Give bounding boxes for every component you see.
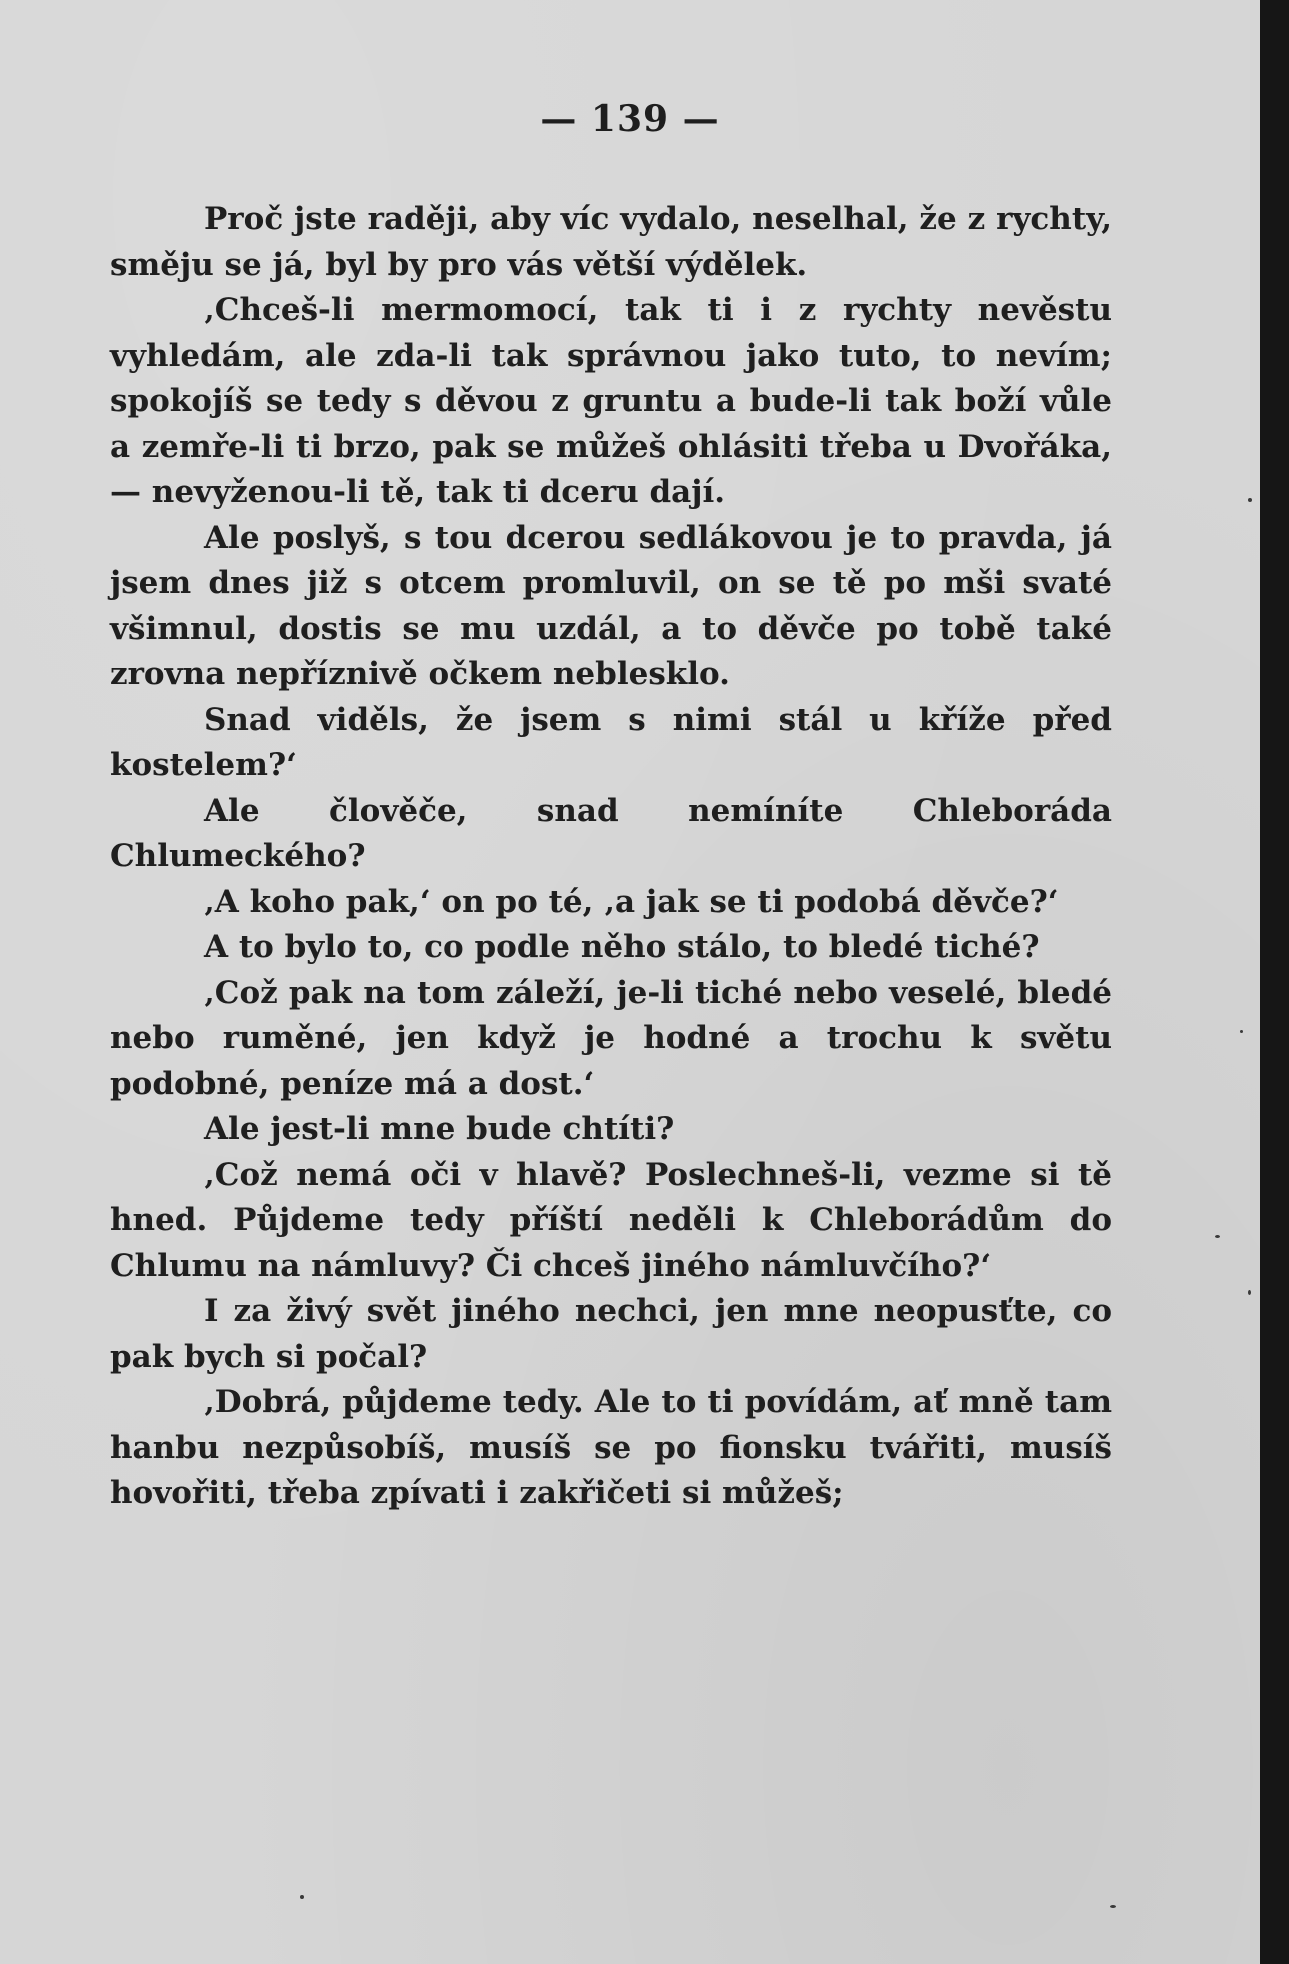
scan-speck: [1248, 1290, 1251, 1295]
paragraph: ‚Chceš-li mermomocí, tak ti i z rychty nevěstu vyhledám, ale zda-li tak správnou jako tuto, to nevím; spokojíš se tedy s děvou z gruntu a bude-li tak boží vůle a zemře-li ti brzo, pak se můžeš ohlásiti třeba u Dvořáka, — nevyženou-li tě, tak ti dceru dají.: [110, 292, 1112, 510]
paragraph: Ale člověče, snad nemíníte Chleboráda Chlumeckého?: [110, 792, 1112, 874]
paragraph: A to bylo to, co podle něho stálo, to bledé tiché?: [204, 929, 1040, 965]
scan-speck: [300, 1895, 304, 1899]
paragraph: Ale poslyš, s tou dcerou sedlákovou je to pravda, já jsem dnes již s otcem promluvil, on se tě po mši svaté všimnul, dostis se mu uzdál, a to děvče po tobě také zrovna nepříznivě očkem neblesklo.: [110, 519, 1112, 692]
paragraph: ‚A koho pak,‘ on po té, ‚a jak se ti podobá děvče?‘: [204, 883, 1059, 920]
scan-speck: [1248, 498, 1252, 502]
paragraph: Snad viděls, že jsem s nimi stál u kříže před kostelem?‘: [110, 701, 1112, 783]
paragraph: ‚Což pak na tom záleží, je-li tiché nebo veselé, bledé nebo ruměné, jen když je hodné a trochu k světu podobné, peníze má a dost.‘: [110, 974, 1112, 1102]
paragraph: ‚Dobrá, půjdeme tedy. Ale to ti povídám, ať mně tam hanbu nezpůsobíš, musíš se po fionsku tvářiti, musíš hovořiti, třeba zpívati i zakřičeti si můžeš;: [110, 1384, 1112, 1511]
paragraph: Proč jste raději, aby víc vydalo, neselhal, že z rychty, směju se já, byl by pro vás větší výdělek.: [110, 201, 1112, 283]
paragraph: Ale jest-li mne bude chtíti?: [204, 1111, 675, 1147]
page-number: — 139 —: [540, 98, 720, 140]
body-text: [110, 197, 1112, 1517]
scan-speck: [1240, 1030, 1243, 1033]
scan-speck: [1110, 1905, 1116, 1908]
paragraph: ‚Což nemá oči v hlavě? Poslechneš-li, vezme si tě hned. Půjdeme tedy příští neděli k Chleborádům do Chlumu na námluvy? Či chceš jiného námluvčího?‘: [110, 1156, 1112, 1284]
page-edge-shadow: [1260, 0, 1289, 1964]
scan-speck: [1215, 1235, 1220, 1238]
paragraph: I za živý svět jiného nechci, jen mne neopusťte, co pak bych si počal?: [110, 1293, 1112, 1375]
